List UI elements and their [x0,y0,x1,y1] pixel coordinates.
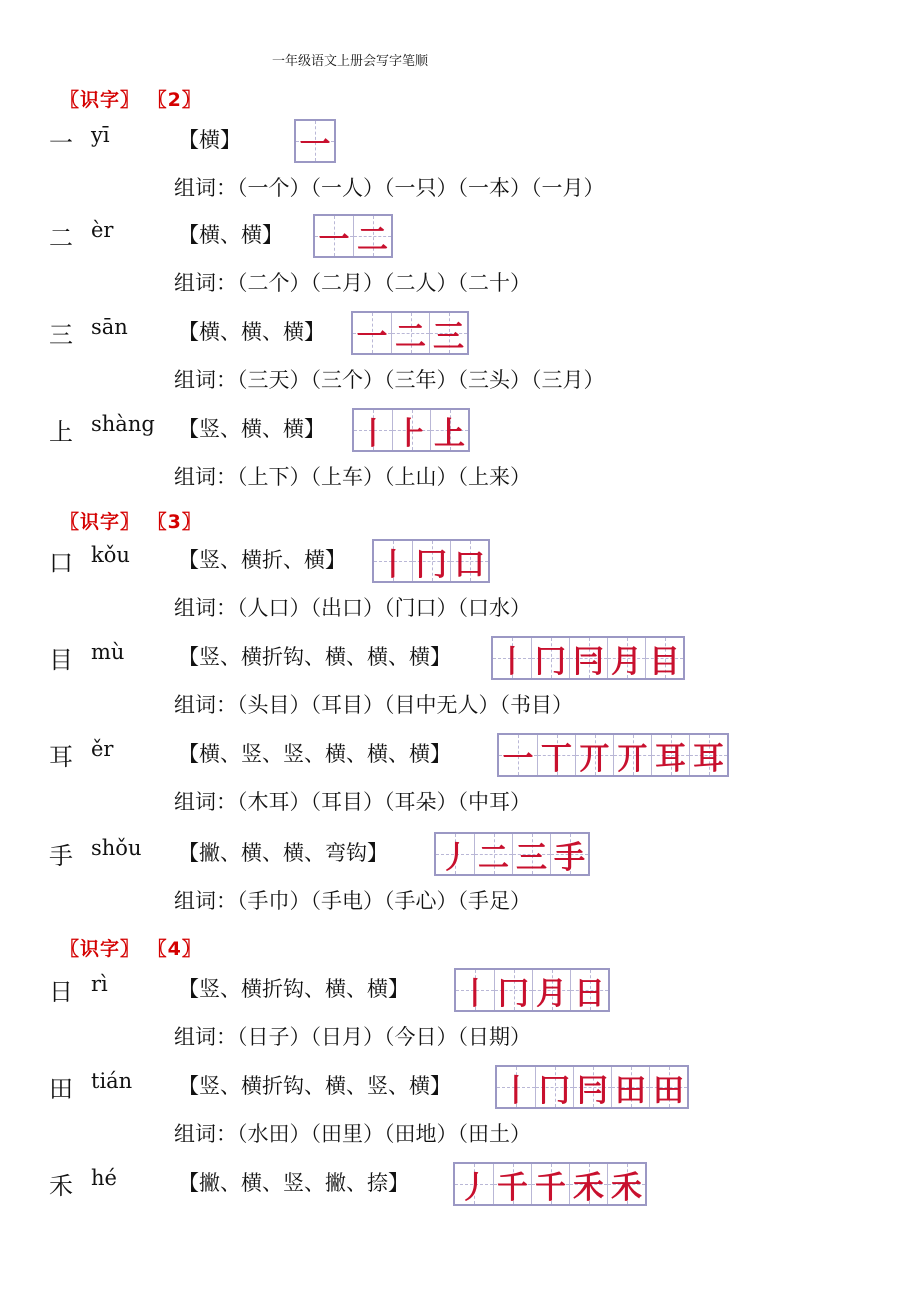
grid-cell [649,1067,687,1107]
stroke-step-glyph: 冃 [577,1072,608,1109]
stroke-order-grid [453,1162,647,1206]
stroke-step-glyph: 上 [434,415,465,452]
grid-cell [575,735,613,775]
stroke-list: 【竖、横折钩、横、竖、横】 [178,1074,451,1098]
grid-cell [353,313,391,353]
stroke-list: 【撇、横、横、弯钩】 [178,841,388,865]
grid-cell [450,541,488,581]
pinyin: yī [91,123,110,147]
grid-cell [391,313,429,353]
grid-cell [613,735,651,775]
page-title: 一年级语文上册会写字笔顺 [272,54,429,69]
grid-cell [607,1164,645,1204]
stroke-step-glyph: 丨 [357,415,389,452]
grid-cell [374,541,412,581]
pinyin: shǒu [91,836,142,860]
character: 口 [49,549,73,577]
grid-cell [430,410,468,450]
stroke-step-glyph: 冂 [539,1072,570,1109]
word-examples: 组词：（手巾）（手电）（手心）（手足） [174,889,531,913]
grid-cell [494,970,532,1010]
grid-cell [537,735,575,775]
stroke-order-grid [351,311,469,355]
stroke-step-glyph: 月 [536,975,567,1012]
stroke-step-glyph: 手 [554,839,585,876]
stroke-step-glyph: 丿 [458,1169,490,1206]
section-title: 〖识字〗 〖4〗 [60,938,202,960]
stroke-list: 【竖、横、横】 [178,417,325,441]
grid-cell [689,735,727,775]
grid-cell [353,216,391,256]
stroke-order-grid [454,968,610,1012]
character: 禾 [49,1172,73,1200]
stroke-list: 【竖、横折钩、横、横】 [178,977,409,1001]
stroke-order-grid [294,119,336,163]
word-examples: 组词：（日子）（日月）（今日）（日期） [174,1025,531,1049]
stroke-step-glyph: 耳 [693,740,724,777]
stroke-step-glyph: 月 [611,643,642,680]
stroke-step-glyph: 禾 [573,1169,604,1206]
grid-cell [570,970,608,1010]
pinyin: hé [91,1166,117,1190]
stroke-list: 【横】 [178,128,241,152]
stroke-step-glyph: 一 [318,221,350,258]
stroke-step-glyph: 一 [502,740,534,777]
stroke-step-glyph: 田 [653,1072,684,1109]
stroke-step-glyph: 三 [433,318,464,355]
character: 上 [49,418,73,446]
stroke-step-glyph: 冂 [498,975,529,1012]
grid-cell [569,1164,607,1204]
grid-cell [493,638,531,678]
stroke-step-glyph: 丌 [579,740,610,777]
stroke-step-glyph: 丌 [617,740,648,777]
pinyin: èr [91,218,114,242]
pinyin: kǒu [91,543,130,567]
grid-cell [436,834,474,874]
stroke-step-glyph: 丿 [439,839,471,876]
stroke-order-grid [313,214,393,258]
stroke-order-grid [352,408,470,452]
stroke-step-glyph: 三 [516,839,547,876]
stroke-step-glyph: 一 [299,126,331,163]
grid-cell [569,638,607,678]
character: 二 [49,224,73,252]
grid-cell [607,638,645,678]
word-examples: 组词：（人口）（出口）（门口）（口水） [174,596,531,620]
stroke-step-glyph: 二 [395,318,426,355]
character: 一 [49,129,73,157]
character: 目 [49,646,73,674]
grid-cell [412,541,450,581]
grid-cell [499,735,537,775]
stroke-step-glyph: 千 [535,1169,566,1206]
pinyin: sān [91,315,128,339]
grid-cell [456,970,494,1010]
pinyin: mù [91,640,125,664]
stroke-step-glyph: 日 [574,975,605,1012]
word-examples: 组词：（二个）（二月）（二人）（二十） [174,271,531,295]
word-examples: 组词：（三天）（三个）（三年）（三头）（三月） [174,368,605,392]
stroke-step-glyph: 二 [478,839,509,876]
stroke-list: 【撇、横、竖、撇、捺】 [178,1171,409,1195]
grid-cell [611,1067,649,1107]
grid-cell [550,834,588,874]
stroke-step-glyph: 丨 [459,975,491,1012]
stroke-step-glyph: 丨 [496,643,528,680]
grid-cell [532,970,570,1010]
stroke-step-glyph: 冃 [573,643,604,680]
grid-cell [645,638,683,678]
stroke-step-glyph: 千 [497,1169,528,1206]
stroke-order-grid [434,832,590,876]
stroke-order-grid [497,733,729,777]
character: 手 [49,842,73,870]
pinyin: shàng [91,412,155,436]
word-examples: 组词：（木耳）（耳目）（耳朵）（中耳） [174,790,531,814]
grid-cell [651,735,689,775]
grid-cell [493,1164,531,1204]
stroke-step-glyph: 丨 [377,546,409,583]
grid-cell [296,121,334,161]
grid-cell [497,1067,535,1107]
stroke-list: 【横、竖、竖、横、横、横】 [178,742,451,766]
character: 日 [49,978,73,1006]
stroke-step-glyph: 目 [649,643,680,680]
stroke-step-glyph: 田 [615,1072,646,1109]
stroke-order-grid [491,636,685,680]
grid-cell [315,216,353,256]
grid-cell [573,1067,611,1107]
stroke-list: 【横、横、横】 [178,320,325,344]
grid-cell [474,834,512,874]
grid-cell [531,1164,569,1204]
pinyin: rì [91,972,108,996]
grid-cell [535,1067,573,1107]
word-examples: 组词：（上下）（上车）（上山）（上来） [174,465,531,489]
character: 耳 [49,743,73,771]
character: 田 [49,1075,73,1103]
word-examples: 组词：（一个）（一人）（一只）（一本）（一月） [174,176,605,200]
stroke-step-glyph: 冂 [416,546,447,583]
stroke-step-glyph: 禾 [611,1169,642,1206]
grid-cell [392,410,430,450]
section-title: 〖识字〗 〖3〗 [60,511,202,533]
stroke-order-grid [372,539,490,583]
section-title: 〖识字〗 〖2〗 [60,89,202,111]
word-examples: 组词：（水田）（田里）（田地）（田土） [174,1122,531,1146]
stroke-list: 【横、横】 [178,223,283,247]
stroke-step-glyph: 二 [357,221,388,258]
grid-cell [455,1164,493,1204]
grid-cell [429,313,467,353]
stroke-step-glyph: 一 [356,318,388,355]
grid-cell [531,638,569,678]
stroke-step-glyph: 丨 [500,1072,532,1109]
stroke-step-glyph: 丅 [541,740,572,777]
stroke-step-glyph: ⺊ [396,415,427,452]
stroke-step-glyph: 耳 [655,740,686,777]
stroke-step-glyph: 冂 [535,643,566,680]
stroke-list: 【竖、横折、横】 [178,548,346,572]
stroke-list: 【竖、横折钩、横、横、横】 [178,645,451,669]
stroke-order-grid [495,1065,689,1109]
pinyin: tián [91,1069,133,1093]
grid-cell [354,410,392,450]
word-examples: 组词：（头目）（耳目）（目中无人）（书目） [174,693,573,717]
pinyin: ěr [91,737,114,761]
grid-cell [512,834,550,874]
character: 三 [49,321,73,349]
stroke-step-glyph: 口 [454,546,485,583]
